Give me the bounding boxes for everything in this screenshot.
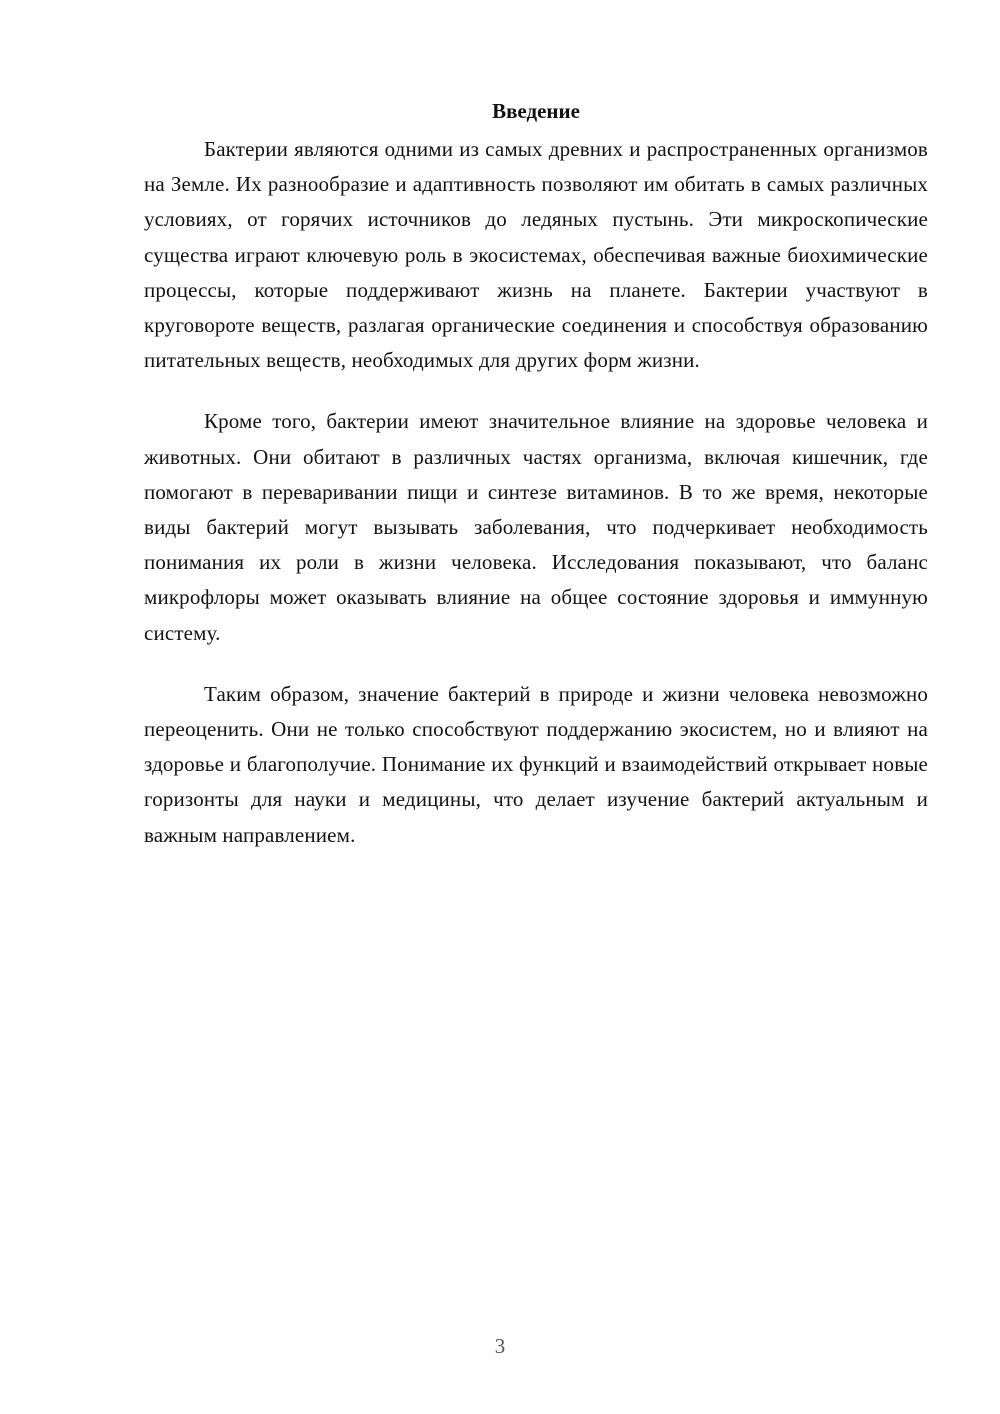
page-content [144, 96, 928, 879]
paragraph-1: Бактерии являются одними из самых древних и распространенных организмов на Земле. Их разнообразие и адаптивность позволяют им обитать в самых различных условиях, от горячих источников до ледяных пустынь. Эти микроскопические существа играют ключевую роль в экосистемах, обеспечивая важные биохимические процессы, которые поддерживают жизнь на планете. Бактерии участвуют в круговороте веществ, разлагая органические соединения и способствуя образованию питательных веществ, необходимых для других форм жизни. [144, 137, 928, 373]
page-number: 3 [494, 1334, 506, 1358]
paragraph-3: Таким образом, значение бактерий в природе и жизни человека невозможно переоценить. Они не только способствуют поддержанию экосистем, но и влияют на здоровье и благополучие. Понимание их функций и взаимодействий открывает новые горизонты для науки и медицины, что делает изучение бактерий актуальным и важным направлением. [144, 681, 928, 847]
section-heading: Введение [492, 99, 580, 123]
paragraph-2: Кроме того, бактерии имеют значительное влияние на здоровье человека и животных. Они обитают в различных частях организма, включая кишечник, где помогают в переваривании пищи и синтезе витаминов. В то же время, некоторые виды бактерий могут вызывать заболевания, что подчеркивает необходимость понимания их роли в жизни человека. Исследования показывают, что баланс микрофлоры может оказывать влияние на общее состояние здоровья и иммунную систему. [144, 409, 928, 645]
